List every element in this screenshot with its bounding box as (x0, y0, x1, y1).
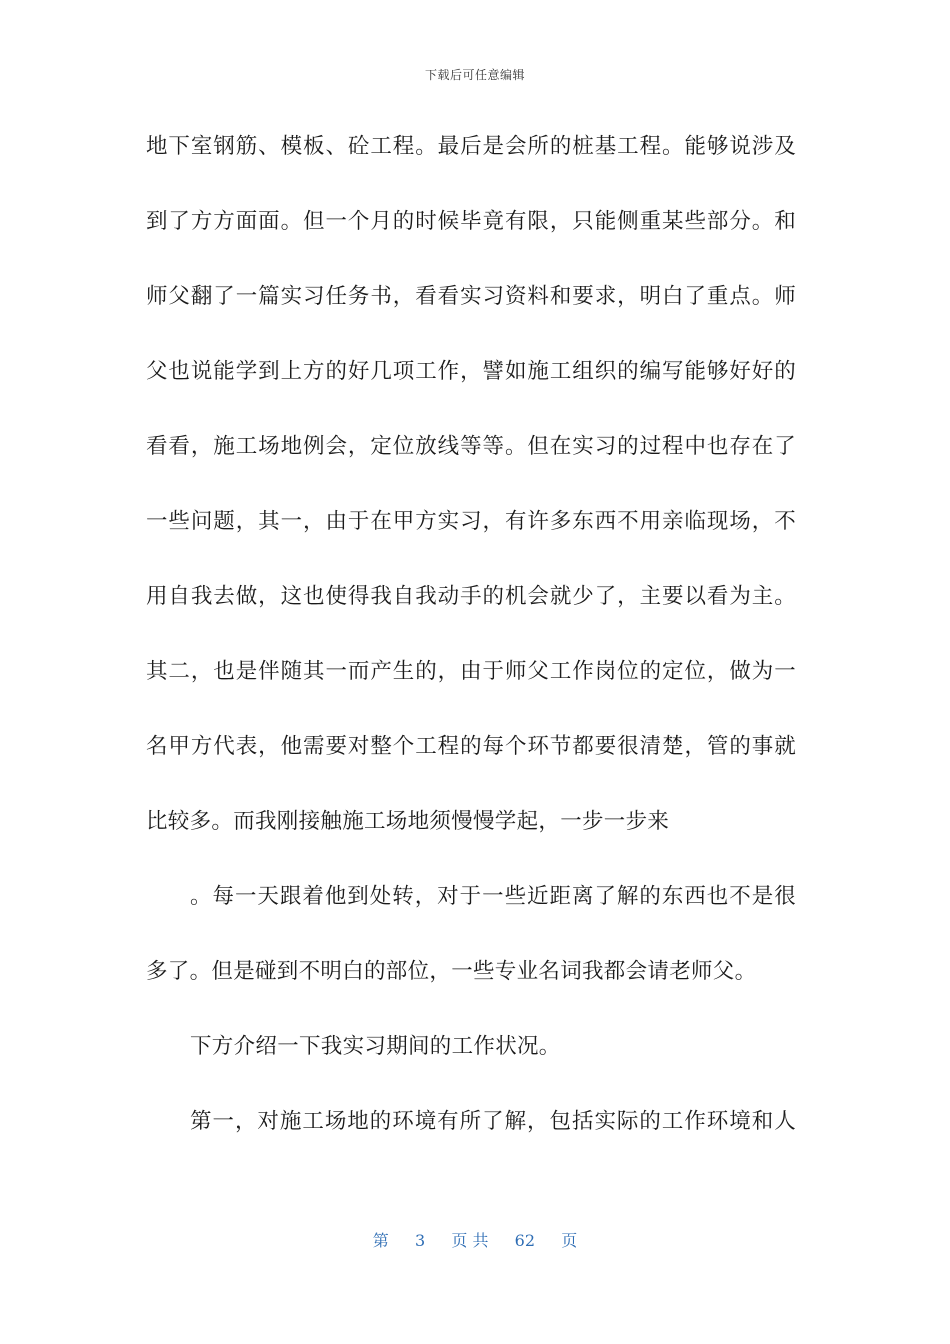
text-line: 下方介绍一下我实习期间的工作状况。 (190, 1034, 561, 1059)
text-line: 名甲方代表，他需要对整个工程的每个环节都要很清楚，管的事就 (146, 734, 796, 759)
page-middle: 页 共 (451, 1231, 489, 1250)
text-line: 其二，也是伴随其一而产生的，由于师父工作岗位的定位，做为一 (146, 659, 796, 684)
text-line: 一些问题，其一，由于在甲方实习，有许多东西不用亲临现场，不 (146, 509, 796, 534)
total-pages: 62 (514, 1231, 535, 1250)
page-suffix: 页 (561, 1231, 578, 1250)
text-line: 多了。但是碰到不明白的部位，一些专业名词我都会请老师父。 (146, 959, 757, 984)
text-line: 用自我去做，这也使得我自我动手的机会就少了，主要以看为主。 (146, 584, 796, 609)
page-header: 下载后可任意编辑 (424, 68, 525, 82)
page-prefix: 第 (372, 1231, 389, 1250)
text-line: 看看，施工场地例会，定位放线等等。但在实习的过程中也存在了 (146, 434, 796, 459)
page-footer (0, 1228, 950, 1251)
document-body (146, 122, 796, 1172)
text-line: 地下室钢筋、模板、砼工程。最后是会所的桩基工程。能够说涉及 (146, 134, 796, 159)
text-line: 到了方方面面。但一个月的时候毕竟有限，只能侧重某些部分。和 (146, 209, 796, 234)
page-number: 3 (414, 1231, 426, 1250)
text-line: 父也说能学到上方的好几项工作，譬如施工组织的编写能够好好的 (146, 359, 796, 384)
text-line: 第一，对施工场地的环境有所了解，包括实际的工作环境和人 (190, 1109, 796, 1134)
text-line: 。每一天跟着他到处转，对于一些近距离了解的东西也不是很 (190, 884, 796, 909)
text-line: 比较多。而我刚接触施工场地须慢慢学起，一步一步来 (146, 809, 670, 834)
text-line: 师父翻了一篇实习任务书，看看实习资料和要求，明白了重点。师 (146, 284, 796, 309)
